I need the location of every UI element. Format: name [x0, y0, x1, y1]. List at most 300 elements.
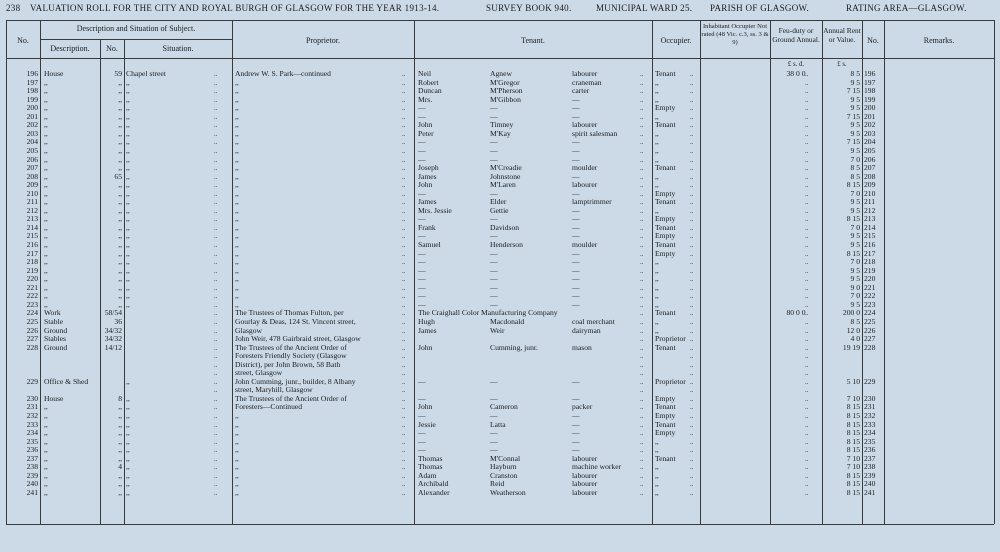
row-number: 221: [26, 282, 38, 292]
house-number: ,,: [118, 188, 122, 198]
row-number-right: 236: [864, 445, 876, 455]
house-number: ,,: [118, 103, 122, 113]
row-number-right: 224: [864, 308, 876, 318]
col-proprietor-header: Proprietor.: [306, 36, 340, 45]
description: ,,: [44, 428, 48, 438]
occupier: Tenant: [655, 163, 676, 173]
proprietor: ,,: [235, 180, 239, 190]
occupier: ,,: [655, 111, 659, 121]
situation: ,,: [126, 470, 130, 480]
occupier: ,,: [655, 462, 659, 472]
situation: ,,: [126, 205, 130, 215]
proprietor: street, Glasgow: [235, 368, 283, 378]
situation: ,,: [126, 393, 130, 403]
tenant-surname: M'Gibbon: [490, 94, 521, 104]
row-number: 224: [26, 308, 38, 318]
leader-dots: ..: [690, 326, 694, 335]
table-row: [0, 147, 1000, 155]
description: ,,: [44, 94, 48, 104]
tenant-surname: Timney: [490, 120, 514, 130]
tenant-occupation: labourer: [572, 69, 598, 78]
leader-dots: ..: [402, 112, 406, 121]
tenant-surname: M'Connal: [490, 453, 521, 463]
table-row: [0, 327, 1000, 335]
occupier: Empty: [655, 428, 676, 438]
leader-dots: ..: [805, 164, 809, 173]
situation: ,,: [126, 487, 130, 497]
tenant-surname: Reid: [490, 479, 505, 489]
situation: ,,: [126, 214, 130, 224]
row-number: 197: [26, 77, 38, 87]
tenant-first-name: Hugh: [418, 316, 435, 326]
row-number: 215: [26, 231, 38, 241]
leader-dots: ..: [640, 309, 644, 318]
annual-rent: 8 15: [846, 487, 860, 497]
situation: ,,: [126, 291, 130, 301]
leader-dots: ..: [805, 343, 809, 352]
occupier: ,,: [655, 282, 659, 292]
tenant-surname: Weir: [490, 325, 505, 335]
proprietor: Foresters Friendly Society (Glasgow: [235, 351, 347, 361]
row-number-right: 196: [864, 69, 876, 78]
occupier: ,,: [655, 274, 659, 284]
leader-dots: ..: [402, 78, 406, 87]
tenant-occupation: dairyman: [572, 325, 601, 335]
leader-dots: ..: [640, 95, 644, 104]
leader-dots: ..: [690, 360, 694, 369]
occupier: Tenant: [655, 342, 676, 352]
annual-rent: 7 0: [850, 154, 860, 164]
annual-rent: 8 15: [846, 436, 860, 446]
occupier: Tenant: [655, 308, 676, 318]
house-number: ,,: [118, 137, 122, 147]
row-number-right: 227: [864, 334, 876, 344]
leader-dots: ..: [214, 454, 218, 463]
tenant-first-name: Joseph: [418, 163, 439, 173]
house-number: ,,: [118, 299, 122, 309]
leader-dots: ..: [690, 70, 694, 78]
row-number-right: 230: [864, 393, 876, 403]
occupier: ,,: [655, 128, 659, 138]
tenant-first-name: —: [418, 145, 426, 155]
proprietor: ,,: [235, 411, 239, 420]
tenant-first-name: Robert: [418, 77, 439, 87]
tenant-occupation: —: [572, 205, 580, 215]
description: ,,: [44, 453, 48, 463]
annual-rent: 8 15: [846, 180, 860, 190]
tenant-first-name: Neil: [418, 69, 432, 78]
row-number: 214: [26, 222, 38, 232]
leader-dots: ..: [805, 369, 809, 378]
annual-rent: 7 15: [846, 137, 860, 147]
row-number: 240: [26, 479, 38, 489]
tenant-surname: M'Gregor: [490, 77, 520, 87]
leader-dots: ..: [690, 454, 694, 463]
tenant-surname: M'Creadie: [490, 163, 522, 173]
house-number: ,,: [118, 419, 122, 429]
leader-dots: ..: [640, 112, 644, 121]
tenant-surname: —: [490, 145, 498, 155]
leader-dots: ..: [690, 198, 694, 207]
row-number-right: 241: [864, 487, 876, 497]
tenant-occupation: —: [572, 248, 580, 258]
annual-rent: 19 19: [842, 342, 860, 352]
description: ,,: [44, 197, 48, 207]
leader-dots: ..: [402, 317, 406, 326]
row-number-right: 217: [864, 248, 876, 258]
proprietor: ,,: [235, 188, 239, 198]
occupier: ,,: [655, 257, 659, 267]
tenant-surname: Davidson: [490, 222, 520, 232]
leader-dots: ..: [402, 172, 406, 181]
tenant-first-name: Frank: [418, 222, 436, 232]
house-number: ,,: [118, 86, 122, 96]
tenant-occupation: coal merchant: [572, 316, 615, 326]
leader-dots: ..: [214, 258, 218, 267]
leader-dots: ..: [402, 258, 406, 267]
leader-dots: ..: [640, 471, 644, 480]
leader-dots: ..: [690, 317, 694, 326]
tenant-first-name: —: [418, 137, 426, 147]
tenant-surname: —: [490, 428, 498, 438]
occupier: ,,: [655, 205, 659, 215]
tenant-first-name: James: [418, 171, 437, 181]
leader-dots: ..: [690, 155, 694, 164]
leader-dots: ..: [805, 78, 809, 87]
tenant-first-name: —: [418, 248, 426, 258]
tenant-occupation: —: [572, 274, 580, 284]
leader-dots: ..: [640, 241, 644, 249]
leader-dots: ..: [640, 181, 644, 190]
annual-rent: 7 0: [850, 291, 860, 301]
annual-rent: 8 15: [846, 214, 860, 224]
row-number-right: 210: [864, 188, 876, 198]
tenant-surname: Elder: [490, 197, 507, 207]
leader-dots: ..: [402, 95, 406, 104]
tenant-occupation: —: [572, 154, 580, 164]
leader-dots: ..: [214, 223, 218, 232]
row-number: 200: [26, 103, 38, 113]
situation: ,,: [126, 479, 130, 489]
proprietor: ,,: [235, 111, 239, 121]
house-number: ,,: [118, 291, 122, 301]
row-number-right: 231: [864, 402, 876, 412]
row-number: 216: [26, 240, 38, 249]
row-number: 203: [26, 128, 38, 138]
house-number: ,,: [118, 411, 122, 420]
description: Ground: [44, 342, 68, 352]
leader-dots: ..: [402, 121, 406, 130]
tenant-occupation: —: [572, 291, 580, 301]
leader-dots: ..: [402, 129, 406, 138]
col-description-header: Description.: [50, 44, 90, 53]
proprietor: ,,: [235, 240, 239, 249]
proprietor: ,,: [235, 163, 239, 173]
tenant-first-name: —: [418, 376, 426, 386]
row-number: 212: [26, 205, 38, 215]
leader-dots: ..: [805, 403, 809, 412]
leader-dots: ..: [214, 463, 218, 472]
tenant-surname: —: [490, 188, 498, 198]
leader-dots: ..: [214, 429, 218, 438]
leader-dots: ..: [805, 335, 809, 344]
situation: ,,: [126, 188, 130, 198]
row-number: 241: [26, 487, 38, 497]
tenant-first-name: —: [418, 231, 426, 241]
tenant-first-name: Thomas: [418, 453, 443, 463]
table-row: [0, 224, 1000, 232]
row-number: 206: [26, 154, 38, 164]
leader-dots: ..: [402, 138, 406, 147]
row-number-right: 216: [864, 240, 876, 249]
leader-dots: ..: [690, 189, 694, 198]
annual-rent: 9 5: [850, 274, 860, 284]
leader-dots: ..: [805, 292, 809, 301]
tenant-surname: —: [490, 103, 498, 113]
leader-dots: ..: [640, 249, 644, 258]
row-number-right: 240: [864, 479, 876, 489]
tenant-occupation: —: [572, 103, 580, 113]
row-number-right: 207: [864, 163, 876, 173]
page-header: [6, 3, 994, 17]
proprietor: ,,: [235, 453, 239, 463]
leader-dots: ..: [640, 335, 644, 344]
row-number-right: 225: [864, 316, 876, 326]
occupier: ,,: [655, 316, 659, 326]
tenant-occupation: labourer: [572, 120, 598, 130]
tenant-surname: M'Pherson: [490, 86, 523, 96]
leader-dots: ..: [805, 454, 809, 463]
tenant-surname: —: [490, 111, 498, 121]
house-number: ,,: [118, 428, 122, 438]
leader-dots: ..: [690, 258, 694, 267]
leader-dots: ..: [402, 241, 406, 249]
proprietor: District), per John Brown, 58 Bath: [235, 359, 341, 369]
house-number: ,,: [118, 282, 122, 292]
annual-rent: 9 5: [850, 94, 860, 104]
leader-dots: ..: [640, 446, 644, 455]
tenant-occupation: —: [572, 94, 580, 104]
tenant-first-name: —: [418, 436, 426, 446]
row-number: 201: [26, 111, 38, 121]
tenant-occupation: —: [572, 231, 580, 241]
leader-dots: ..: [690, 249, 694, 258]
leader-dots: ..: [690, 480, 694, 489]
tenant-occupation: —: [572, 419, 580, 429]
tenant-occupation: labourer: [572, 470, 598, 480]
row-number-right: 228: [864, 342, 876, 352]
leader-dots: ..: [214, 412, 218, 420]
row-number: 220: [26, 274, 38, 284]
row-number-right: 226: [864, 325, 876, 335]
occupier: ,,: [655, 137, 659, 147]
occupier: Tenant: [655, 240, 676, 249]
col-inhabitant-header: Inhabitant Occupier Not rated (48 Vic. c.3, ss. 3 & 9): [701, 23, 769, 46]
description: ,,: [44, 479, 48, 489]
leader-dots: ..: [214, 352, 218, 361]
leader-dots: ..: [402, 335, 406, 344]
row-number-right: 219: [864, 265, 876, 275]
leader-dots: ..: [805, 172, 809, 181]
proprietor: ,,: [235, 462, 239, 472]
row-number-right: 239: [864, 470, 876, 480]
leader-dots: ..: [402, 223, 406, 232]
situation: ,,: [126, 248, 130, 258]
situation: ,,: [126, 257, 130, 267]
table-row: [0, 138, 1000, 146]
house-number: ,,: [118, 274, 122, 284]
leader-dots: ..: [402, 283, 406, 292]
leader-dots: ..: [214, 471, 218, 480]
leader-dots: ..: [690, 275, 694, 284]
house-number: ,,: [118, 436, 122, 446]
occupier: ,,: [655, 479, 659, 489]
tenant-occupation: labourer: [572, 453, 598, 463]
situation: ,,: [126, 154, 130, 164]
tenant-first-name: John: [418, 180, 433, 190]
tenant-first-name: John: [418, 120, 433, 130]
description: ,,: [44, 248, 48, 258]
table-row: [0, 284, 1000, 292]
proprietor: Gourlay & Deas, 124 St. Vincent street,: [235, 316, 356, 326]
description: Stable: [44, 316, 63, 326]
tenant-occupation: —: [572, 222, 580, 232]
proprietor: ,,: [235, 171, 239, 181]
leader-dots: ..: [214, 283, 218, 292]
leader-dots: ..: [214, 488, 218, 497]
col-feu-header: Feu-duty or Ground Annual.: [772, 26, 820, 44]
annual-rent: 5 10: [846, 376, 860, 386]
description: ,,: [44, 411, 48, 420]
situation: ,,: [126, 274, 130, 284]
situation: ,,: [126, 445, 130, 455]
row-number: 207: [26, 163, 38, 173]
leader-dots: ..: [805, 317, 809, 326]
table-row: [0, 275, 1000, 283]
description: ,,: [44, 402, 48, 412]
tenant-occupation: —: [572, 145, 580, 155]
row-number-right: 206: [864, 154, 876, 164]
leader-dots: ..: [402, 394, 406, 403]
tenant-first-name: John: [418, 342, 433, 352]
leader-dots: ..: [402, 480, 406, 489]
annual-rent: 9 5: [850, 265, 860, 275]
occupier: Empty: [655, 231, 676, 241]
leader-dots: ..: [690, 377, 694, 386]
situation: ,,: [126, 128, 130, 138]
leader-dots: ..: [640, 223, 644, 232]
situation: ,,: [126, 94, 130, 104]
row-number: 232: [26, 411, 38, 420]
leader-dots: ..: [402, 155, 406, 164]
leader-dots: ..: [690, 266, 694, 275]
tenant-surname: —: [490, 214, 498, 224]
row-number: 239: [26, 470, 38, 480]
leader-dots: ..: [690, 78, 694, 87]
tenant-occupation: —: [572, 436, 580, 446]
row-number-right: 215: [864, 231, 876, 241]
leader-dots: ..: [402, 463, 406, 472]
situation: ,,: [126, 411, 130, 420]
leader-dots: ..: [640, 386, 644, 395]
leader-dots: ..: [805, 223, 809, 232]
leader-dots: ..: [214, 189, 218, 198]
tenant-surname: Macdonald: [490, 316, 525, 326]
col-situation-header: Situation.: [162, 44, 194, 53]
tenant-occupation: moulder: [572, 163, 598, 173]
row-number-right: 235: [864, 436, 876, 446]
proprietor: ,,: [235, 265, 239, 275]
leader-dots: ..: [690, 206, 694, 215]
description: ,,: [44, 282, 48, 292]
leader-dots: ..: [640, 326, 644, 335]
col-no2-header: No.: [867, 36, 879, 45]
description: ,,: [44, 231, 48, 241]
leader-dots: ..: [805, 412, 809, 420]
leader-dots: ..: [690, 87, 694, 96]
leader-dots: ..: [402, 454, 406, 463]
tenant-first-name: —: [418, 428, 426, 438]
leader-dots: ..: [690, 138, 694, 147]
annual-rent: 7 10: [846, 453, 860, 463]
leader-dots: ..: [214, 198, 218, 207]
annual-rent: 8 5: [850, 171, 860, 181]
leader-dots: ..: [214, 78, 218, 87]
proprietor: ,,: [235, 128, 239, 138]
occupier: Tenant: [655, 453, 676, 463]
tenant-surname: —: [490, 411, 498, 420]
leader-dots: ..: [690, 292, 694, 301]
leader-dots: ..: [640, 369, 644, 378]
leader-dots: ..: [805, 377, 809, 386]
leader-dots: ..: [214, 138, 218, 147]
annual-rent: 8 5: [850, 316, 860, 326]
situation: ,,: [126, 265, 130, 275]
tenant-first-name: —: [418, 274, 426, 284]
leader-dots: ..: [690, 352, 694, 361]
house-number: ,,: [118, 120, 122, 130]
situation: ,,: [126, 299, 130, 309]
situation: ,,: [126, 462, 130, 472]
description: ,,: [44, 257, 48, 267]
table-row: [0, 292, 1000, 300]
description: Stables: [44, 334, 66, 344]
leader-dots: ..: [690, 488, 694, 497]
tenant-first-name: Jessie: [418, 419, 436, 429]
occupier: Tenant: [655, 197, 676, 207]
leader-dots: ..: [214, 266, 218, 275]
tenant-first-name: —: [418, 265, 426, 275]
leader-dots: ..: [214, 300, 218, 309]
leader-dots: ..: [805, 258, 809, 267]
tenant-first-name: —: [418, 282, 426, 292]
leader-dots: ..: [214, 480, 218, 489]
leader-dots: ..: [402, 386, 406, 395]
leader-dots: ..: [214, 95, 218, 104]
annual-rent: 9 0: [850, 282, 860, 292]
leader-dots: ..: [402, 471, 406, 480]
occupier: ,,: [655, 325, 659, 335]
annual-rent: 8 5: [850, 163, 860, 173]
house-number: ,,: [118, 479, 122, 489]
leader-dots: ..: [805, 249, 809, 258]
situation: ,,: [126, 419, 130, 429]
row-number: 199: [26, 94, 38, 104]
description: ,,: [44, 180, 48, 190]
leader-dots: ..: [805, 309, 809, 318]
occupier: ,,: [655, 86, 659, 96]
leader-dots: ..: [214, 181, 218, 190]
